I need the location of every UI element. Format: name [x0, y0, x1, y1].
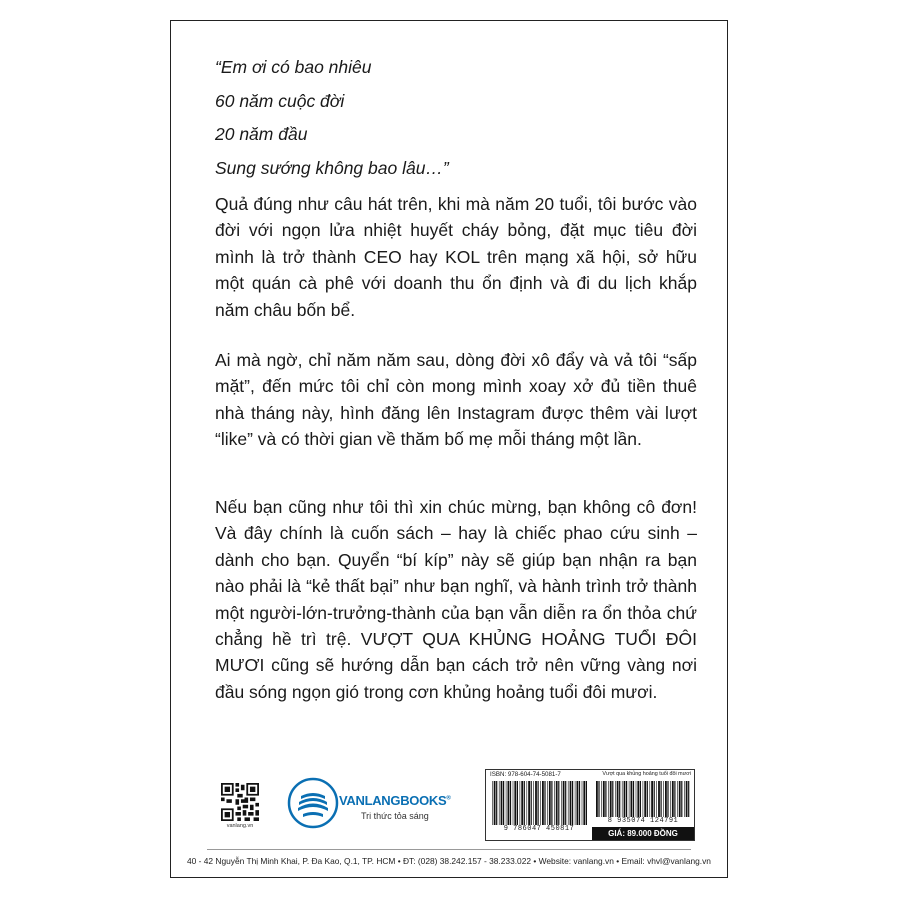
barcode-panel	[485, 769, 695, 841]
ean-barcode-icon	[594, 781, 692, 817]
book-back-cover	[170, 20, 728, 878]
isbn-label: ISBN: 978-604-74-5081-7	[490, 771, 561, 778]
paragraph-3: Nếu bạn cũng như tôi thì xin chúc mừng, bạn không cô đơn! Và đây chính là cuốn sách – hay là chiếc phao cứu sinh – dành cho bạn. Quyển “bí kíp” này sẽ giúp bạn nhận ra bạn nào phải là “kẻ thất bại” như bạn nghĩ, và hành trình trở thành một người-lớn-trưởng-thành của bạn vẫn diễn ra ổn thỏa chứ chẳng hề trì trệ. VƯỢT QUA KHỦNG HOẢNG TUỔI ĐÔI MƯƠI cũng sẽ hướng dẫn bạn cách trở nên vững vàng nơi đầu sóng ngọn gió trong cơn khủng hoảng tuổi đôi mươi.	[215, 497, 697, 702]
brand-registered-mark: ®	[446, 795, 451, 802]
paragraph-2: Ai mà ngờ, chỉ năm năm sau, dòng đời xô đẩy và vả tôi “sấp mặt”, đến mức tôi chỉ còn mong mình xoay xở đủ tiền thuê nhà tháng này, hình đăng lên Instagram được thêm vài lượt “like” và có thời gian về thăm bố mẹ mỗi tháng một lần.	[215, 350, 697, 450]
isbn-barcode-icon	[490, 781, 588, 825]
paragraph-1: Quả đúng như câu hát trên, khi mà năm 20 tuổi, tôi bước vào đời với ngọn lửa nhiệt huyết cháy bỏng, đặt mục tiêu đời mình là trở thành CEO hay KOL trên mạng xã hội, sở hữu một quán cà phê với doanh thu ổn định và đi du lịch khắp năm châu bốn bể.	[215, 194, 697, 320]
publisher-brand	[339, 793, 451, 808]
poem-line: 20 năm đầu	[215, 124, 308, 144]
qr-code-icon	[221, 783, 259, 821]
footer-divider	[207, 849, 691, 850]
publisher-address: 40 - 42 Nguyễn Thị Minh Khai, P. Đa Kao, Q.1, TP. HCM • ĐT: (028) 38.242.157 - 38.233.022 • Website: vanlang.vn • Email: vhvl@vanlang.vn	[187, 856, 711, 866]
qr-caption: vanlang.vn	[226, 823, 254, 829]
ean-barcode-digits: 8 935074 124791	[607, 817, 679, 825]
poem-line: 60 năm cuộc đời	[215, 90, 345, 111]
barcode-book-title: Vượt qua khủng hoảng tuổi đôi mươi	[602, 771, 691, 777]
poem-line: Sung sướng không bao lâu…”	[215, 157, 449, 178]
isbn-barcode-digits: 9 786047 450817	[503, 825, 575, 833]
brand-name: VANLANGBOOKS	[339, 793, 447, 808]
price-label: GIÁ: 89.000 ĐỒNG	[592, 827, 694, 840]
poem-line: “Em ơi có bao nhiêu	[215, 57, 372, 77]
publisher-footer	[171, 759, 727, 877]
opening-poem	[215, 51, 449, 185]
vanlang-book-logo-icon	[287, 777, 339, 829]
publisher-tagline: Tri thức tỏa sáng	[361, 811, 429, 821]
